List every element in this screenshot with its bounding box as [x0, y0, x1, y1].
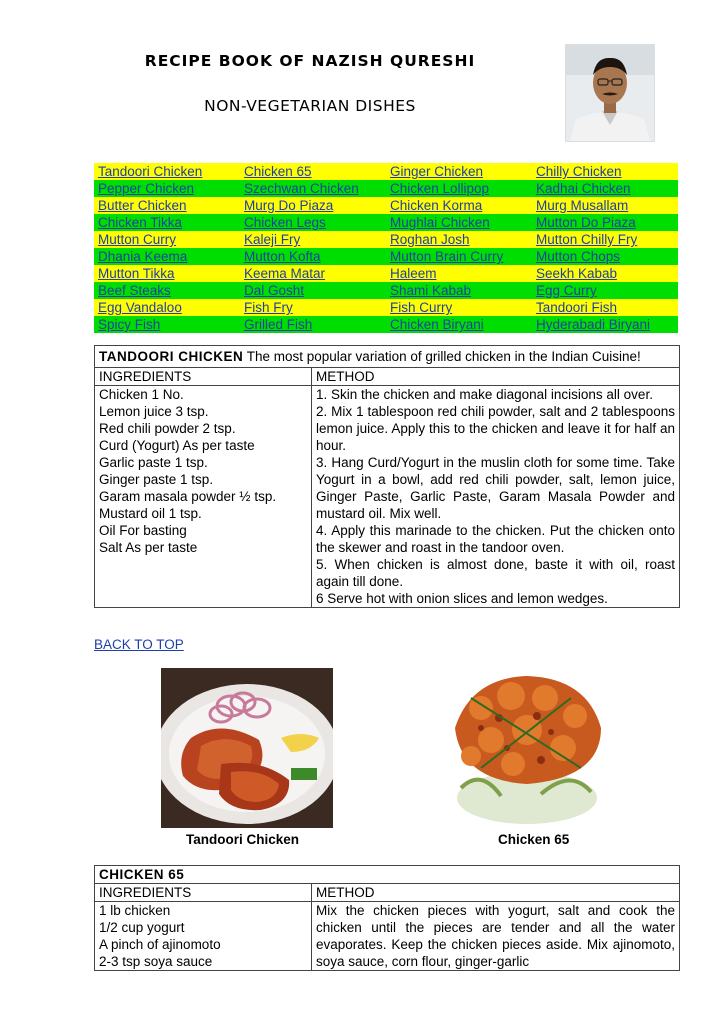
recipe-index-cell: [240, 231, 386, 248]
recipe-index-row: [94, 299, 678, 316]
recipe-index-cell: [532, 231, 678, 248]
recipe-link[interactable]: Murg Musallam: [536, 198, 629, 213]
recipe-index-row: [94, 248, 678, 265]
recipe-link[interactable]: Shami Kabab: [390, 283, 472, 298]
method-steps: [312, 386, 679, 607]
recipe-index-cell: [386, 248, 532, 265]
ingredient-item: Lemon juice 3 tsp.: [99, 404, 209, 419]
ingredient-item: Salt As per taste: [99, 540, 198, 555]
method-header: METHOD: [316, 369, 375, 384]
author-photo: [565, 44, 655, 142]
recipe-link[interactable]: Chicken Legs: [244, 215, 326, 230]
recipe-index-cell: [532, 299, 678, 316]
recipe-index-cell: [240, 180, 386, 197]
recipe-link[interactable]: Beef Steaks: [98, 283, 171, 298]
recipe-index-cell: [240, 299, 386, 316]
ingredient-item: Oil For basting: [99, 523, 187, 538]
recipe-link[interactable]: Tandoori Fish: [536, 300, 618, 315]
recipe-index-cell: [240, 265, 386, 282]
recipe-index-cell: [240, 197, 386, 214]
caption-tandoori-chicken: Tandoori Chicken: [186, 832, 300, 847]
recipe-link[interactable]: Spicy Fish: [98, 317, 161, 332]
recipe-index-table: [94, 163, 678, 333]
recipe-link[interactable]: Ginger Chicken: [390, 164, 484, 179]
method-step: 5. When chicken is almost done, baste it with oil, roast again till done.: [316, 557, 675, 589]
ingredient-item: A pinch of ajinomoto: [99, 937, 221, 952]
recipe-index-cell: [386, 163, 532, 180]
recipe-index-cell: [386, 299, 532, 316]
recipe-index-cell: [386, 231, 532, 248]
recipe-index-cell: [386, 197, 532, 214]
ingredient-item: Red chili powder 2 tsp.: [99, 421, 236, 436]
recipe-intro: [95, 346, 679, 368]
recipe-link[interactable]: Butter Chicken: [98, 198, 187, 213]
recipe-link[interactable]: Chilly Chicken: [536, 164, 622, 179]
recipe-link[interactable]: Hyderabadi Biryani: [536, 317, 651, 332]
ingredient-item: 2-3 tsp soya sauce: [99, 954, 213, 969]
recipe-link[interactable]: Murg Do Piaza: [244, 198, 334, 213]
recipe-tandoori-chicken: [94, 345, 680, 608]
recipe-chicken-65: [94, 865, 680, 971]
caption-chicken-65: Chicken 65: [498, 832, 570, 847]
recipe-link[interactable]: Egg Curry: [536, 283, 597, 298]
recipe-link[interactable]: Seekh Kabab: [536, 266, 618, 281]
recipe-index-cell: [240, 316, 386, 333]
recipe-link[interactable]: Roghan Josh: [390, 232, 470, 247]
recipe-link[interactable]: Chicken Biryani: [390, 317, 484, 332]
recipe-index-row: [94, 282, 678, 299]
recipe-index-cell: [386, 282, 532, 299]
ingredient-item: Ginger paste 1 tsp.: [99, 472, 214, 487]
recipe-index-row: [94, 197, 678, 214]
ingredient-item: Curd (Yogurt) As per taste: [99, 438, 255, 453]
recipe-index-cell: [94, 248, 240, 265]
recipe-index-cell: [94, 282, 240, 299]
recipe-index-row: [94, 214, 678, 231]
recipe-link[interactable]: Mughlai Chicken: [390, 215, 490, 230]
page-subtitle: NON-VEGETARIAN DISHES: [204, 97, 416, 115]
recipe-index-cell: [240, 214, 386, 231]
recipe-index-cell: [532, 282, 678, 299]
recipe-link[interactable]: Grilled Fish: [244, 317, 313, 332]
recipe-link[interactable]: Chicken Korma: [390, 198, 483, 213]
recipe-link[interactable]: Dhania Keema: [98, 249, 188, 264]
recipe-link[interactable]: Mutton Chops: [536, 249, 621, 264]
method-step: 6 Serve hot with onion slices and lemon wedges.: [316, 591, 608, 606]
recipe-link[interactable]: Egg Vandaloo: [98, 300, 182, 315]
recipe-index-cell: [94, 299, 240, 316]
recipe-index-cell: [240, 163, 386, 180]
recipe-index-cell: [532, 316, 678, 333]
back-to-top-link[interactable]: BACK TO TOP: [94, 637, 184, 652]
recipe-name: CHICKEN 65: [99, 867, 185, 882]
recipe-link[interactable]: Tandoori Chicken: [98, 164, 203, 179]
recipe-link[interactable]: Dal Gosht: [244, 283, 305, 298]
recipe-index-cell: [94, 265, 240, 282]
ingredient-item: Mustard oil 1 tsp.: [99, 506, 202, 521]
ingredients-list: [95, 902, 312, 970]
ingredients-list: [95, 386, 312, 607]
recipe-index-cell: [532, 265, 678, 282]
recipe-index-row: [94, 180, 678, 197]
recipe-link[interactable]: Mutton Curry: [98, 232, 177, 247]
method-step: 2. Mix 1 tablespoon red chili powder, salt and 2 tablespoons lemon juice. Apply this to the chicken and leave it for half an hour.: [316, 404, 675, 453]
recipe-link[interactable]: Fish Fry: [244, 300, 293, 315]
method-text: Mix the chicken pieces with yogurt, salt and cook the chicken until the pieces are tender and all the water evaporates. Keep the chicken pieces aside. Mix ajinomoto, soya sauce, corn flour, ginger-garlic: [316, 903, 675, 969]
recipe-index-cell: [386, 180, 532, 197]
ingredient-item: Garlic paste 1 tsp.: [99, 455, 208, 470]
recipe-link[interactable]: Keema Matar: [244, 266, 326, 281]
recipe-link[interactable]: Mutton Kofta: [244, 249, 321, 264]
recipe-link[interactable]: Mutton Chilly Fry: [536, 232, 638, 247]
recipe-intro-text: The most popular variation of grilled chicken in the Indian Cuisine!: [243, 349, 641, 364]
recipe-index-cell: [532, 163, 678, 180]
page-title: RECIPE BOOK OF NAZISH QURESHI: [144, 52, 476, 70]
recipe-index-cell: [386, 214, 532, 231]
recipe-index-row: [94, 231, 678, 248]
recipe-index-row: [94, 316, 678, 333]
recipe-link[interactable]: Mutton Brain Curry: [390, 249, 504, 264]
recipe-link[interactable]: Chicken Tikka: [98, 215, 183, 230]
method-step: 1. Skin the chicken and make diagonal incisions all over.: [316, 387, 653, 402]
method-step: 4. Apply this marinade to the chicken. Put the chicken onto the skewer and roast in the tandoor oven.: [316, 523, 675, 555]
ingredients-header: INGREDIENTS: [95, 368, 312, 385]
recipe-index-cell: [94, 231, 240, 248]
recipe-index-cell: [386, 316, 532, 333]
tandoori-chicken-photo: [161, 668, 333, 828]
recipe-index-cell: [94, 214, 240, 231]
recipe-link[interactable]: Pepper Chicken: [98, 181, 195, 196]
ingredient-item: Chicken 1 No.: [99, 387, 184, 402]
recipe-link[interactable]: Mutton Do Piaza: [536, 215, 636, 230]
recipe-title-row: [95, 866, 679, 884]
recipe-link[interactable]: Szechwan Chicken: [244, 181, 359, 196]
recipe-link[interactable]: Fish Curry: [390, 300, 453, 315]
recipe-link[interactable]: Kaleji Fry: [244, 232, 301, 247]
recipe-link[interactable]: Kadhai Chicken: [536, 181, 631, 196]
recipe-name: TANDOORI CHICKEN: [99, 349, 244, 364]
chicken-65-photo: [441, 668, 613, 828]
recipe-link[interactable]: Haleem: [390, 266, 437, 281]
recipe-index-cell: [240, 282, 386, 299]
recipe-index-row: [94, 163, 678, 180]
recipe-index-cell: [532, 214, 678, 231]
recipe-index-cell: [94, 180, 240, 197]
recipe-index-cell: [94, 163, 240, 180]
ingredient-item: Garam masala powder ½ tsp.: [99, 489, 277, 504]
recipe-link[interactable]: Chicken 65: [244, 164, 312, 179]
recipe-index-cell: [532, 197, 678, 214]
method-header: METHOD: [316, 885, 375, 900]
recipe-index-cell: [386, 265, 532, 282]
recipe-link[interactable]: Chicken Lollipop: [390, 181, 490, 196]
method-step: 3. Hang Curd/Yogurt in the muslin cloth for some time. Take Yogurt in a bowl, add red chili powder, salt, lemon juice, Ginger Paste, Garlic Paste, Garam Masala Powder and mustard oil. Mix well.: [316, 455, 675, 521]
recipe-index-cell: [240, 248, 386, 265]
recipe-index-row: [94, 265, 678, 282]
recipe-index-cell: [532, 248, 678, 265]
ingredient-item: 1/2 cup yogurt: [99, 920, 185, 935]
recipe-index-cell: [532, 180, 678, 197]
recipe-link[interactable]: Mutton Tikka: [98, 266, 175, 281]
recipe-index-cell: [94, 197, 240, 214]
ingredient-item: 1 lb chicken: [99, 903, 171, 918]
recipe-index-cell: [94, 316, 240, 333]
ingredients-header: INGREDIENTS: [95, 884, 312, 901]
